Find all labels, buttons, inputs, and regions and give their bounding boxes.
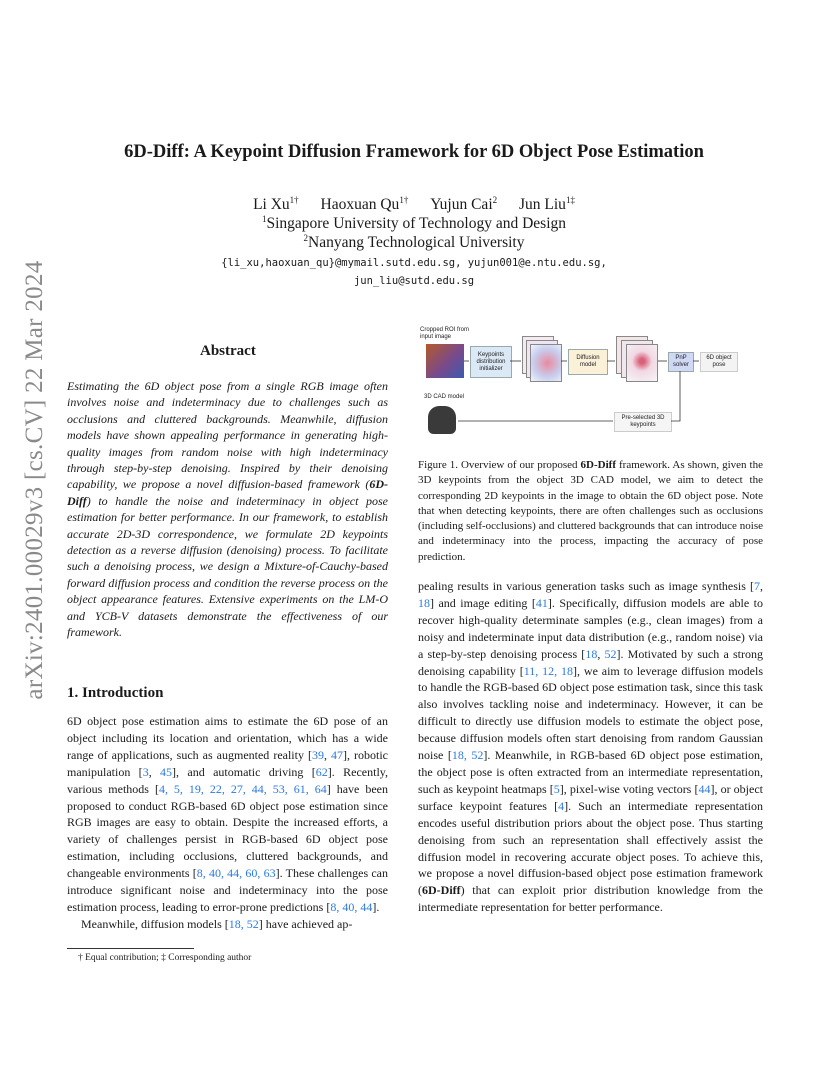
abstract-body: Estimating the 6D object pose from a single RGB image often involves noise and indeterminacy due to challenges such as occlusions and cluttered backgrounds. Meanwhile, diffusion models have shown appealing performance in generating high-quality images from random noise with high indeterminacy through step-by-step denoising. Inspired by their denoising capability, we propose a novel diffusion-based framework (6D-Diff) to handle the noise and indeterminacy in object pose estimation for better performance. In our framework, to establish accurate 2D-3D correspondence, we formulate 2D keypoints detection as a reverse diffusion (denoising) process. To facilitate such a denoising process, we design a Mixture-of-Cauchy-based forward diffusion process and condition the reverse process on the object appearance features. Extensive experiments on the LM-O and YCB-V datasets demonstrate the effectiveness of our framework.	[67, 379, 388, 640]
citation-link[interactable]: 18	[585, 646, 598, 661]
author-name: Haoxuan $Qu^{1\dagger}$	[320, 195, 409, 214]
citation-link[interactable]: 44	[698, 781, 711, 796]
citation-link[interactable]: 7	[754, 579, 760, 593]
citation-link[interactable]: 3	[142, 764, 149, 779]
introduction-heading: 1. Introduction	[67, 685, 164, 701]
author-name: Yujun Cai$^2$	[430, 195, 498, 214]
citation-link[interactable]: 8, 40, 44, 60, 63	[196, 866, 276, 881]
citation-link[interactable]: 45	[160, 764, 173, 779]
citation-link[interactable]: 11, 12, 18	[523, 663, 574, 678]
citation-link[interactable]: 4	[558, 798, 565, 813]
keypoints-initializer-box: Keypoints distribution initializer	[470, 346, 512, 378]
author-name: Jun Liu$^{1\ddagger}$	[519, 195, 575, 214]
pose-output-box: 6D object pose	[700, 352, 738, 372]
citation-link[interactable]: 18, 52	[228, 916, 259, 931]
cad-label: 3D CAD model	[424, 394, 465, 400]
arxiv-side-stamp: arXiv:2401.00029v3 [cs.CV] 22 Mar 2024	[21, 260, 48, 700]
author-name: Li $Xu^{1\dagger}$	[253, 195, 299, 214]
citation-link[interactable]: 8, 40, 44	[330, 899, 373, 914]
abstract-heading: Abstract	[200, 343, 256, 359]
introduction-body: 6D object pose estimation aims to estimate the 6D pose of an object including its location and orientation, which has a wide range of applications, such as augmented reality [39, 47], robotic manipulation [3, 45], and automatic driving [62]. Recently, various methods [4, 5, 19, 22, 27, 44, 53, 61, 64] have been proposed to conduct RGB-based 6D object pose estimation since RGB images are easy to obtain. Despite the increased efforts, a variety of challenges persist in RGB-based 6D object pose estimation, including occlusions, cluttered backgrounds, and changeable environments [8, 40, 44, 60, 63]. These challenges can introduce significant noise and indeterminacy into the pose estimation process, leading to error-prone predictions [8, 40, 44]. Meanwhile, diffusion models [18, 52] have achieved ap-	[67, 714, 389, 931]
email-line-1: {li_xu,haoxuan_qu}@mymail.sutd.edu.sg, yujun001@e.ntu.edu.sg,	[221, 257, 607, 269]
citation-link[interactable]: 39	[311, 747, 324, 762]
author-list	[60, 195, 768, 214]
figure-arrows	[418, 324, 763, 436]
citation-link[interactable]: 41	[535, 595, 548, 610]
right-column-body: pealing results in various generation tasks such as image synthesis [7, 18] and image editing [41]. Specifically, diffusion models are able to recover high-quality determinate samples (e.g., clean images) from a noisy and indeterminate input data distribution (e.g., random noise) via a step-by-step denoising process [18, 52]. Motivated by such a strong denoising capability [11, 12, 18], we aim to leverage diffusion models to handle the RGB-based 6D object pose estimation task, since this task also involves tackling noise and indeterminacy. However, it can be difficult to directly use diffusion models to estimate the object pose, because diffusion models often start denoising from random Gaussian noise [18, 52]. Meanwhile, in RGB-based 6D object pose estimation, the object pose is often extracted from an intermediate representation, such as keypoint heatmaps [5], pixel-wise voting vectors [44], or object surface keypoint features [4]. Such an intermediate representation encodes useful distribution priors about the object pose. Thus starting denoising from such an representation shall effectively assist the diffusion model in recovering accurate object poses. To achieve this, we propose a novel diffusion-based object pose estimation framework (6D-Diff) that can exploit prior distribution knowledge from the intermediate representation for better performance.	[418, 579, 764, 915]
citation-link[interactable]: 52	[604, 646, 617, 661]
email-line-2: jun_liu@sutd.edu.sg	[353, 275, 475, 287]
citation-link[interactable]: 18, 52	[451, 748, 484, 763]
preselected-keypoints-box: Pre-selected 3D keypoints	[614, 412, 672, 432]
diffusion-model-box: Diffusion model	[568, 349, 608, 375]
pnp-solver-box: PnP solver	[668, 352, 694, 372]
footnote: † Equal contribution; ‡ Corresponding author	[78, 953, 252, 963]
citation-link[interactable]: 62	[315, 764, 328, 779]
footnote-divider	[67, 948, 194, 949]
affiliation-2: $^2$Nanyang Technological University	[303, 233, 525, 252]
citation-link[interactable]: 4, 5, 19, 22, 27, 44, 53, 61, 64	[158, 781, 327, 796]
figure-1-caption: Figure 1. Overview of our proposed 6D-Diff framework. As shown, given the 3D keypoints from the object 3D CAD model, we aim to detect the corresponding 2D keypoints in the image to obtain the 6D object pose. Note that when detecting keypoints, there are often challenges such as occlusions (including self-occlusions) and cluttered backgrounds that can introduce noise and indeterminacy into the process, impacting the accuracy of pose prediction.	[418, 459, 763, 563]
roi-label: Cropped ROI from input image	[420, 327, 470, 340]
citation-link[interactable]: 5	[553, 781, 560, 796]
paper-title: 6D-Diff: A Keypoint Diffusion Framework for 6D Object Pose Estimation	[124, 142, 704, 162]
citation-link[interactable]: 47	[331, 747, 343, 762]
figure-1-diagram	[418, 324, 763, 436]
affiliation-1: $^1$Singapore University of Technology and Design	[261, 214, 567, 233]
citation-link[interactable]: 18	[418, 595, 430, 610]
